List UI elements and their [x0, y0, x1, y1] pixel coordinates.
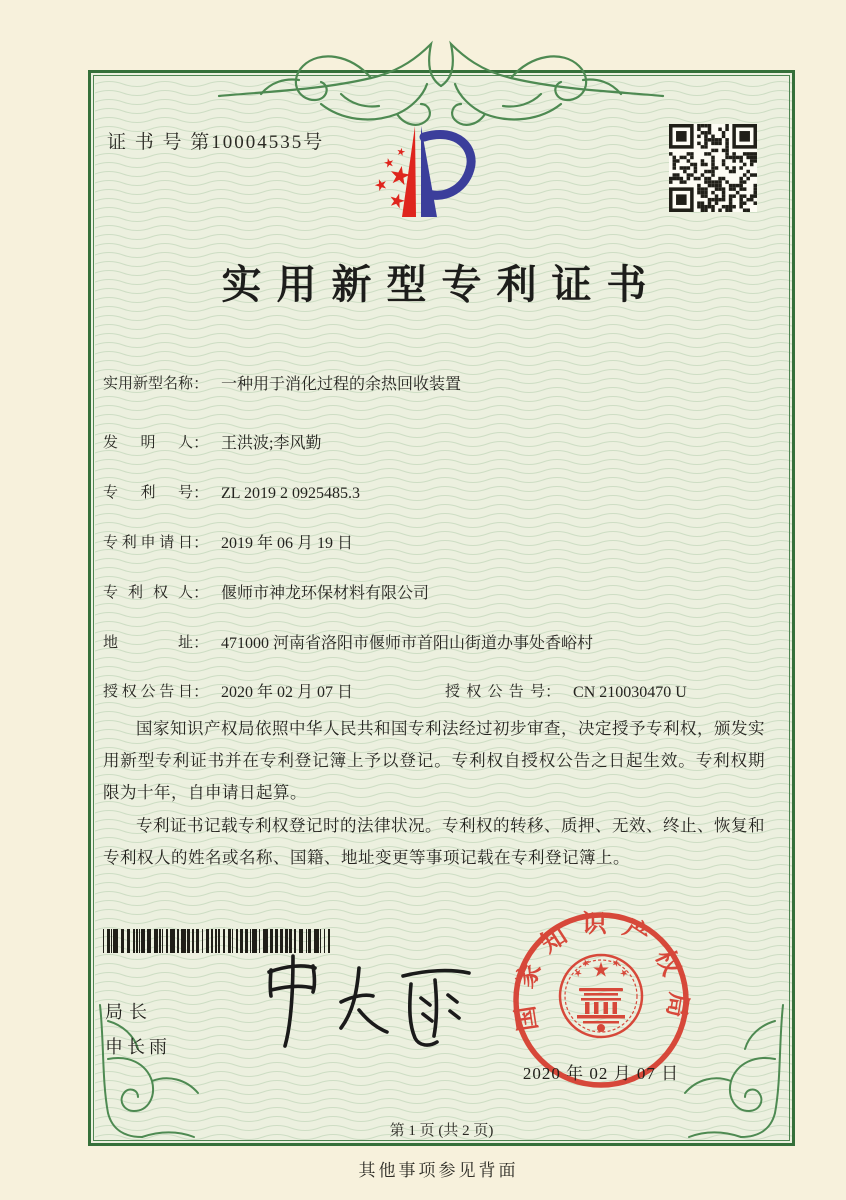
field-label: 专利权人: [103, 585, 193, 601]
seal-text: 国家知识产权局: [510, 910, 692, 1034]
grant-date-label: 授权公告日: [103, 684, 193, 700]
field-colon: ：: [545, 684, 562, 701]
field-row-inventor: [103, 432, 767, 455]
legal-paragraphs: [103, 713, 765, 874]
grant-number-value: CN 210030470 U: [573, 684, 687, 701]
field-colon: ：: [193, 535, 210, 552]
field-colon: ：: [193, 376, 210, 393]
page-indicator: 第 1 页 (共 2 页): [389, 1123, 494, 1139]
certificate-frame: [88, 70, 795, 1146]
field-row-patentee: [103, 582, 767, 605]
field-value: 2019 年 06 月 19 日: [221, 535, 354, 552]
field-label: 专利申请日: [103, 535, 193, 551]
grant-number-group: [445, 681, 687, 704]
grant-date-value: 2020 年 02 月 07 日: [221, 684, 354, 701]
field-colon: ：: [193, 585, 210, 602]
field-row-patent-number: [103, 482, 767, 505]
field-row-address: [103, 632, 767, 655]
field-value: 偃师市神龙环保材料有限公司: [221, 585, 430, 602]
field-value: 471000 河南省洛阳市偃师市首阳山街道办事处香峪村: [221, 635, 594, 652]
field-label: 实用新型名称: [103, 376, 194, 392]
field-list: [103, 373, 767, 682]
field-colon: ：: [193, 435, 210, 452]
handwritten-signature-icon: [241, 945, 481, 1055]
certificate-title: 实用新型专利证书: [221, 262, 662, 307]
field-value: 一种用于消化过程的余热回收装置: [221, 376, 462, 393]
field-label: 专利号: [103, 485, 193, 501]
seal-date: 2020 年 02 月 07 日: [522, 1064, 680, 1083]
field-label: 地址: [103, 635, 193, 651]
field-colon: ：: [193, 485, 210, 502]
director-title: 局长: [105, 1002, 153, 1022]
grant-date-group: [103, 684, 353, 701]
field-row-utility-model-name: [103, 373, 767, 396]
national-emblem-icon: [560, 955, 642, 1037]
grant-row: [103, 681, 767, 704]
paragraph-register-statement: 专利证书记载专利权登记时的法律状况。专利权的转移、质押、无效、终止、恢复和专利权人的姓名或名称、国籍、地址变更等事项记载在专利登记簿上。: [103, 815, 765, 867]
top-border-ornament: [201, 34, 681, 139]
director-name: 申长雨: [105, 1037, 171, 1057]
field-value: ZL 2019 2 0925485.3: [221, 485, 360, 502]
field-colon: ：: [193, 635, 210, 652]
paragraph-grant-statement: 国家知识产权局依照中华人民共和国专利法经过初步审查，决定授予专利权，颁发实用新型专利证书并在专利登记簿上予以登记。专利权自授权公告之日起生效。专利权期限为十年，自申请日起算。: [103, 719, 765, 803]
logo-red-wedge: [402, 126, 416, 217]
field-colon: ：: [193, 684, 210, 701]
grant-number-label: 授权公告号: [445, 684, 545, 700]
certificate-number: 证 书 号 第10004535号: [107, 132, 325, 153]
back-note: 其他事项参见背面: [358, 1161, 519, 1180]
field-row-application-date: [103, 532, 767, 555]
field-value: 王洪波;李风勤: [221, 435, 322, 452]
qr-code-icon: [669, 124, 757, 212]
field-label: 发明人: [103, 435, 193, 451]
